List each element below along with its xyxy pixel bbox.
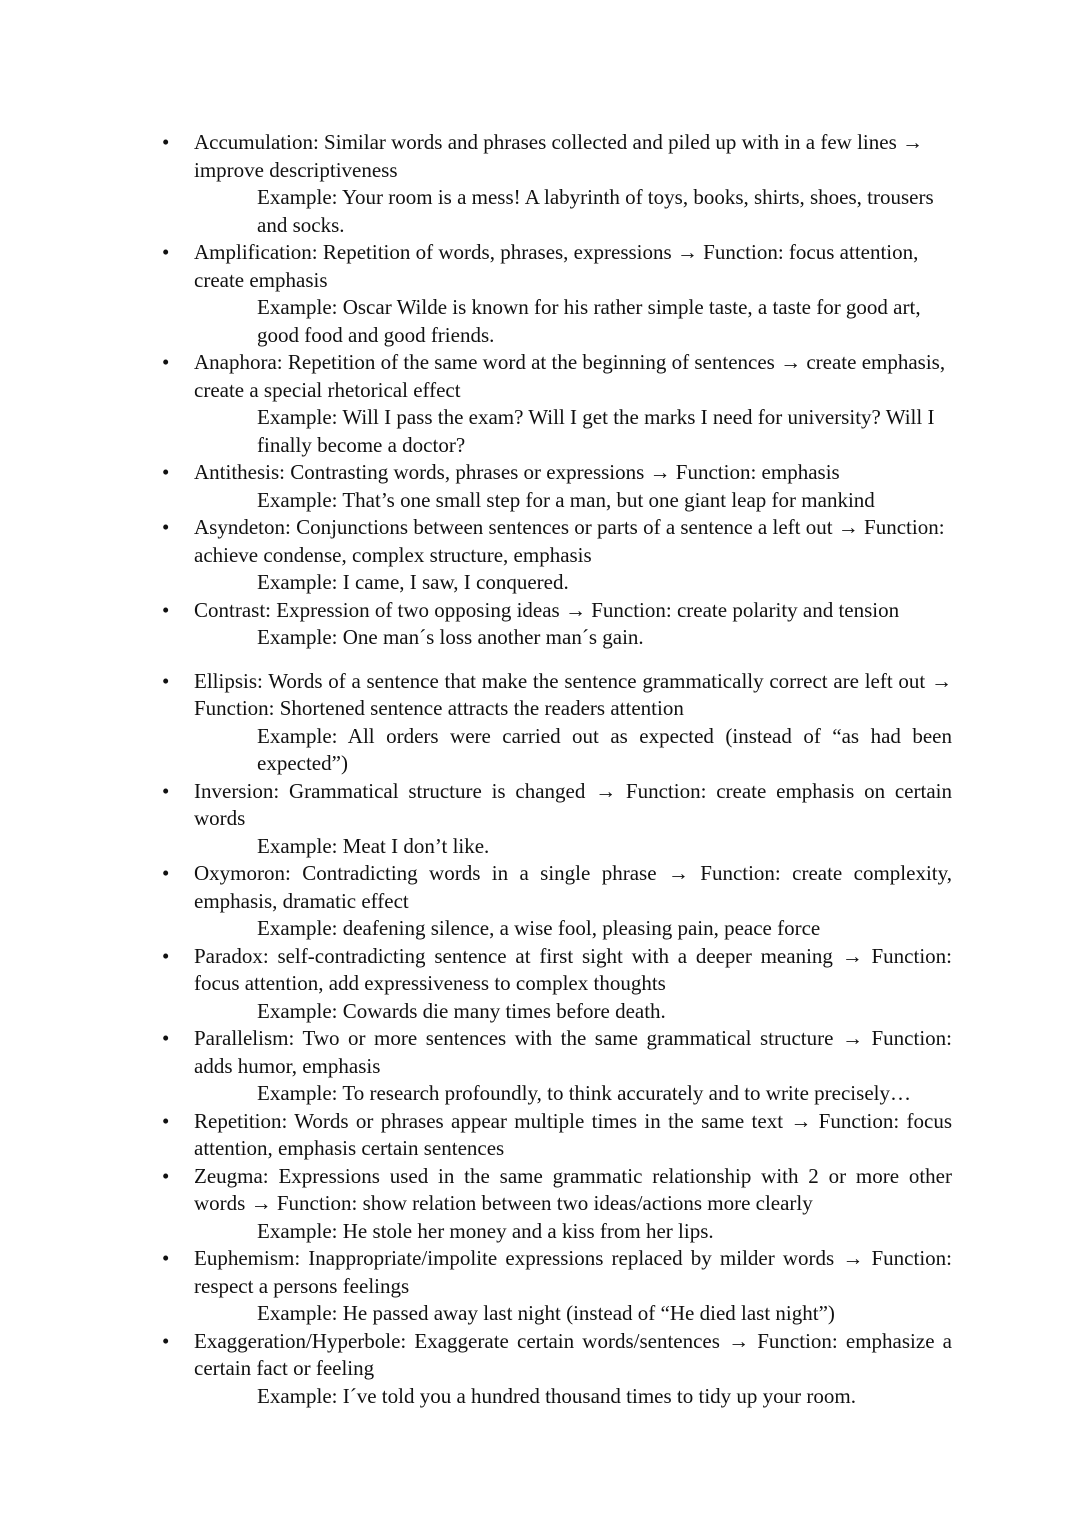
term-definition: Accumulation: Similar words and phrases collected and piled up with in a few lines → improve descriptiveness xyxy=(194,130,923,182)
term-example: Example: I came, I saw, I conquered. xyxy=(257,570,569,594)
document-page xyxy=(0,129,1080,1410)
term-definition: Anaphora: Repetition of the same word at the beginning of sentences → create emphasis, create a special rhetorical effect xyxy=(194,350,946,402)
bullet: • xyxy=(162,240,170,264)
term-definition: Paradox: self-contradicting sentence at first sight with a deeper meaning → Function: focus attention, add expressiveness to complex thoughts xyxy=(194,943,952,995)
term-definition: Inversion: Grammatical structure is changed → Function: create emphasis on certain words xyxy=(194,778,952,830)
term-example: Example: Your room is a mess! A labyrinth of toys, books, shirts, shoes, trousers and socks. xyxy=(257,185,934,237)
bullet: • xyxy=(162,130,170,154)
bullet: • xyxy=(162,1328,170,1353)
bullet: • xyxy=(162,460,170,484)
term-example: Example: deafening silence, a wise fool, pleasing pain, peace force xyxy=(257,916,821,940)
term-example: Example: All orders were carried out as expected (instead of “as had been expected”) xyxy=(257,723,952,775)
list-item-zeugma xyxy=(162,1163,952,1246)
list-item-contrast xyxy=(162,597,952,652)
list-item-anaphora xyxy=(162,349,952,459)
term-definition: Zeugma: Expressions used in the same grammatic relationship with 2 or more other words → Function: show relation between two ideas/actions more clearly xyxy=(194,1163,952,1215)
list-item-euphemism xyxy=(162,1245,952,1328)
list-item-paradox xyxy=(162,943,952,1026)
bullet: • xyxy=(162,1163,170,1188)
term-example: Example: He stole her money and a kiss from her lips. xyxy=(257,1218,714,1243)
bullet: • xyxy=(162,1246,170,1270)
list-item-antithesis xyxy=(162,459,952,514)
term-definition: Euphemism: Inappropriate/impolite expressions replaced by milder words → Function: respect a persons feelings xyxy=(194,1246,952,1298)
term-example: Example: To research profoundly, to think accurately and to write precisely… xyxy=(257,1081,911,1105)
term-example: Example: Will I pass the exam? Will I get the marks I need for university? Will I finally become a doctor? xyxy=(257,405,935,457)
bullet: • xyxy=(162,350,170,374)
bullet: • xyxy=(162,668,170,693)
bullet: • xyxy=(162,515,170,539)
term-definition: Antithesis: Contrasting words, phrases or expressions → Function: emphasis xyxy=(194,460,840,484)
bullet: • xyxy=(162,943,170,968)
term-definition: Contrast: Expression of two opposing ideas → Function: create polarity and tension xyxy=(194,597,900,622)
term-definition: Repetition: Words or phrases appear multiple times in the same text → Function: focus attention, emphasis certain sentences xyxy=(194,1108,952,1160)
list-item-inversion xyxy=(162,778,952,861)
term-definition: Ellipsis: Words of a sentence that make the sentence grammatically correct are left out → Function: Shortened sentence attracts the readers attention xyxy=(194,668,952,720)
term-example: Example: Cowards die many times before death. xyxy=(257,998,666,1023)
list-item-parallelism xyxy=(162,1025,952,1108)
term-example: Example: I´ve told you a hundred thousand times to tidy up your room. xyxy=(257,1383,856,1408)
list-item-accumulation xyxy=(162,129,952,239)
term-definition: Oxymoron: Contradicting words in a single phrase → Function: create complexity, emphasis, dramatic effect xyxy=(194,861,952,913)
term-definition: Parallelism: Two or more sentences with the same grammatical structure → Function: adds humor, emphasis xyxy=(194,1026,952,1078)
bullet: • xyxy=(162,597,170,622)
term-example: Example: One man´s loss another man´s gain. xyxy=(257,625,644,649)
term-example: Example: Meat I don’t like. xyxy=(257,833,490,858)
bullet: • xyxy=(162,1026,170,1050)
bullet: • xyxy=(162,861,170,885)
term-example: Example: He passed away last night (instead of “He died last night”) xyxy=(257,1301,835,1325)
list-item-ellipsis xyxy=(162,668,952,778)
list-item-repetition xyxy=(162,1108,952,1163)
term-example: Example: That’s one small step for a man, but one giant leap for mankind xyxy=(257,487,875,512)
term-definition: Exaggeration/Hyperbole: Exaggerate certain words/sentences → Function: emphasize a certain fact or feeling xyxy=(194,1328,952,1380)
list-item-oxymoron xyxy=(162,860,952,943)
term-definition: Amplification: Repetition of words, phrases, expressions → Function: focus attention, create emphasis xyxy=(194,240,919,292)
term-example: Example: Oscar Wilde is known for his rather simple taste, a taste for good art, good food and good friends. xyxy=(257,295,921,347)
bullet: • xyxy=(162,1108,170,1133)
term-definition: Asyndeton: Conjunctions between sentences or parts of a sentence a left out → Function: achieve condense, complex structure, emphasis xyxy=(194,515,945,567)
list-item-hyperbole xyxy=(162,1328,952,1411)
list-item-amplification xyxy=(162,239,952,349)
bullet: • xyxy=(162,778,170,803)
list-item-asyndeton xyxy=(162,514,952,597)
